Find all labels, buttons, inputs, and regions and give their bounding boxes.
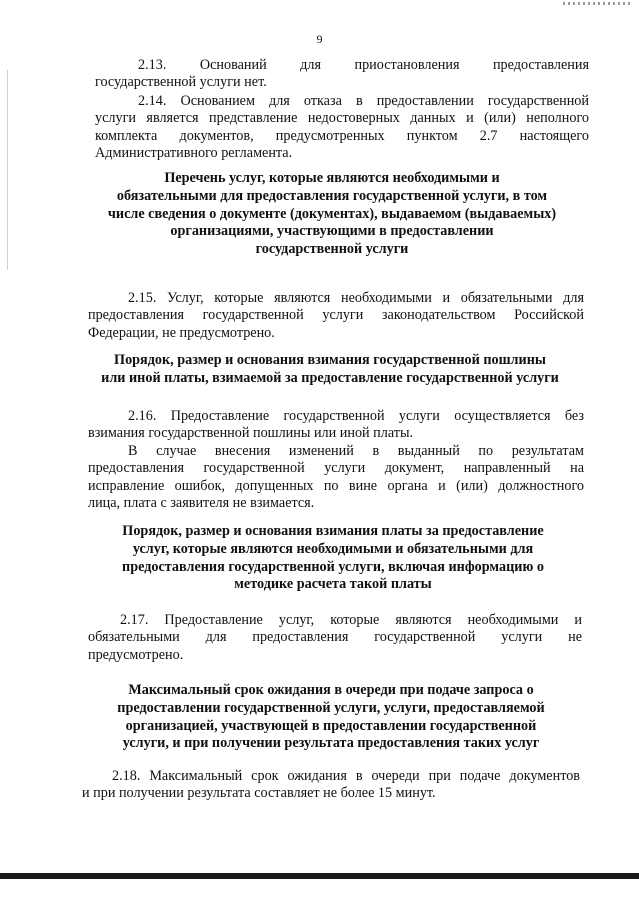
heading-line: организацией, участвующей в предоставлении государственной	[125, 717, 537, 734]
text-line: 2.18. Максимальный срок ожидания в очереди при подаче документов	[112, 768, 580, 784]
paragraph-2-16-note	[88, 443, 584, 513]
section-heading	[68, 352, 592, 388]
text-line: 2.13. Оснований для приостановления предоставления	[138, 57, 589, 73]
page-number: 9	[316, 32, 323, 46]
heading-line: услуги, и при получении результата предоставления таких услуг	[122, 735, 540, 752]
text-line: 2.16. Предоставление государственной услуги осуществляется без	[128, 408, 584, 424]
heading-line: или иной платы, взимаемой за предоставление государственной услуги	[101, 369, 559, 386]
paragraph-2-16	[88, 408, 584, 443]
text-line: государственной услуги нет.	[95, 74, 267, 91]
text-line: 2.15. Услуг, которые являются необходимыми и обязательными для	[128, 290, 584, 306]
heading-line: услуг, которые являются необходимыми и обязательными для	[132, 540, 534, 557]
text-line: комплекта документов, предусмотренных пунктом 2.7 настоящего	[95, 127, 589, 144]
text-line: обязательными для предоставления государственной услуги не	[88, 629, 582, 646]
paragraph-2-13	[95, 57, 589, 92]
heading-line: Перечень услуг, которые являются необходимыми и	[164, 170, 500, 186]
text-line: и при получении результата составляет не более 15 минут.	[82, 785, 436, 802]
text-line: предоставления государственной услуги законодательством Российской	[88, 307, 584, 324]
paragraph-2-17	[88, 612, 582, 664]
text-line: исправление ошибок, допущенных по вине органа и (или) должностного	[88, 477, 584, 494]
scan-bottom-edge	[0, 873, 639, 879]
text-line: 2.14. Основанием для отказа в предоставлении государственной	[138, 93, 589, 109]
scan-margin-line	[7, 70, 8, 270]
section-heading	[74, 682, 588, 753]
text-line: 2.17. Предоставление услуг, которые являются необходимыми и	[120, 612, 582, 628]
text-line: лица, плата с заявителя не взимается.	[88, 495, 315, 512]
heading-line: предоставления государственной услуги, включая информацию о	[122, 558, 544, 575]
heading-line: методике расчета такой платы	[234, 576, 432, 593]
heading-line: Порядок, размер и основания взимания платы за предоставление	[122, 523, 544, 539]
text-line: Федерации, не предусмотрено.	[88, 324, 275, 341]
heading-line: Максимальный срок ожидания в очереди при подаче запроса о	[128, 682, 534, 698]
heading-line: государственной услуги	[255, 241, 409, 258]
heading-line: обязательными для предоставления государственной услуги, в том	[116, 187, 548, 204]
heading-line: числе сведения о документе (документах), выдаваемом (выдаваемых)	[107, 205, 557, 222]
text-line: предоставления государственной услуги документ, направленный на	[88, 460, 584, 477]
text-line: Административного регламента.	[95, 145, 293, 162]
paragraph-2-18	[82, 768, 580, 803]
section-heading	[75, 170, 589, 259]
heading-line: Порядок, размер и основания взимания государственной пошлины	[114, 352, 546, 368]
text-line: В случае внесения изменений в выданный по результатам	[128, 443, 584, 459]
section-heading	[78, 523, 588, 594]
scan-artifact	[563, 2, 633, 5]
heading-line: предоставлении государственной услуги, услуги, предоставляемой	[117, 699, 545, 716]
text-line: услуги является представление недостоверных данных и (или) неполного	[95, 110, 589, 127]
text-line: взимания государственной пошлины или иной платы.	[88, 425, 414, 442]
heading-line: организациями, участвующими в предоставлении	[170, 223, 494, 240]
paragraph-2-14	[95, 93, 589, 163]
text-line: предусмотрено.	[88, 646, 184, 663]
paragraph-2-15	[88, 290, 584, 342]
